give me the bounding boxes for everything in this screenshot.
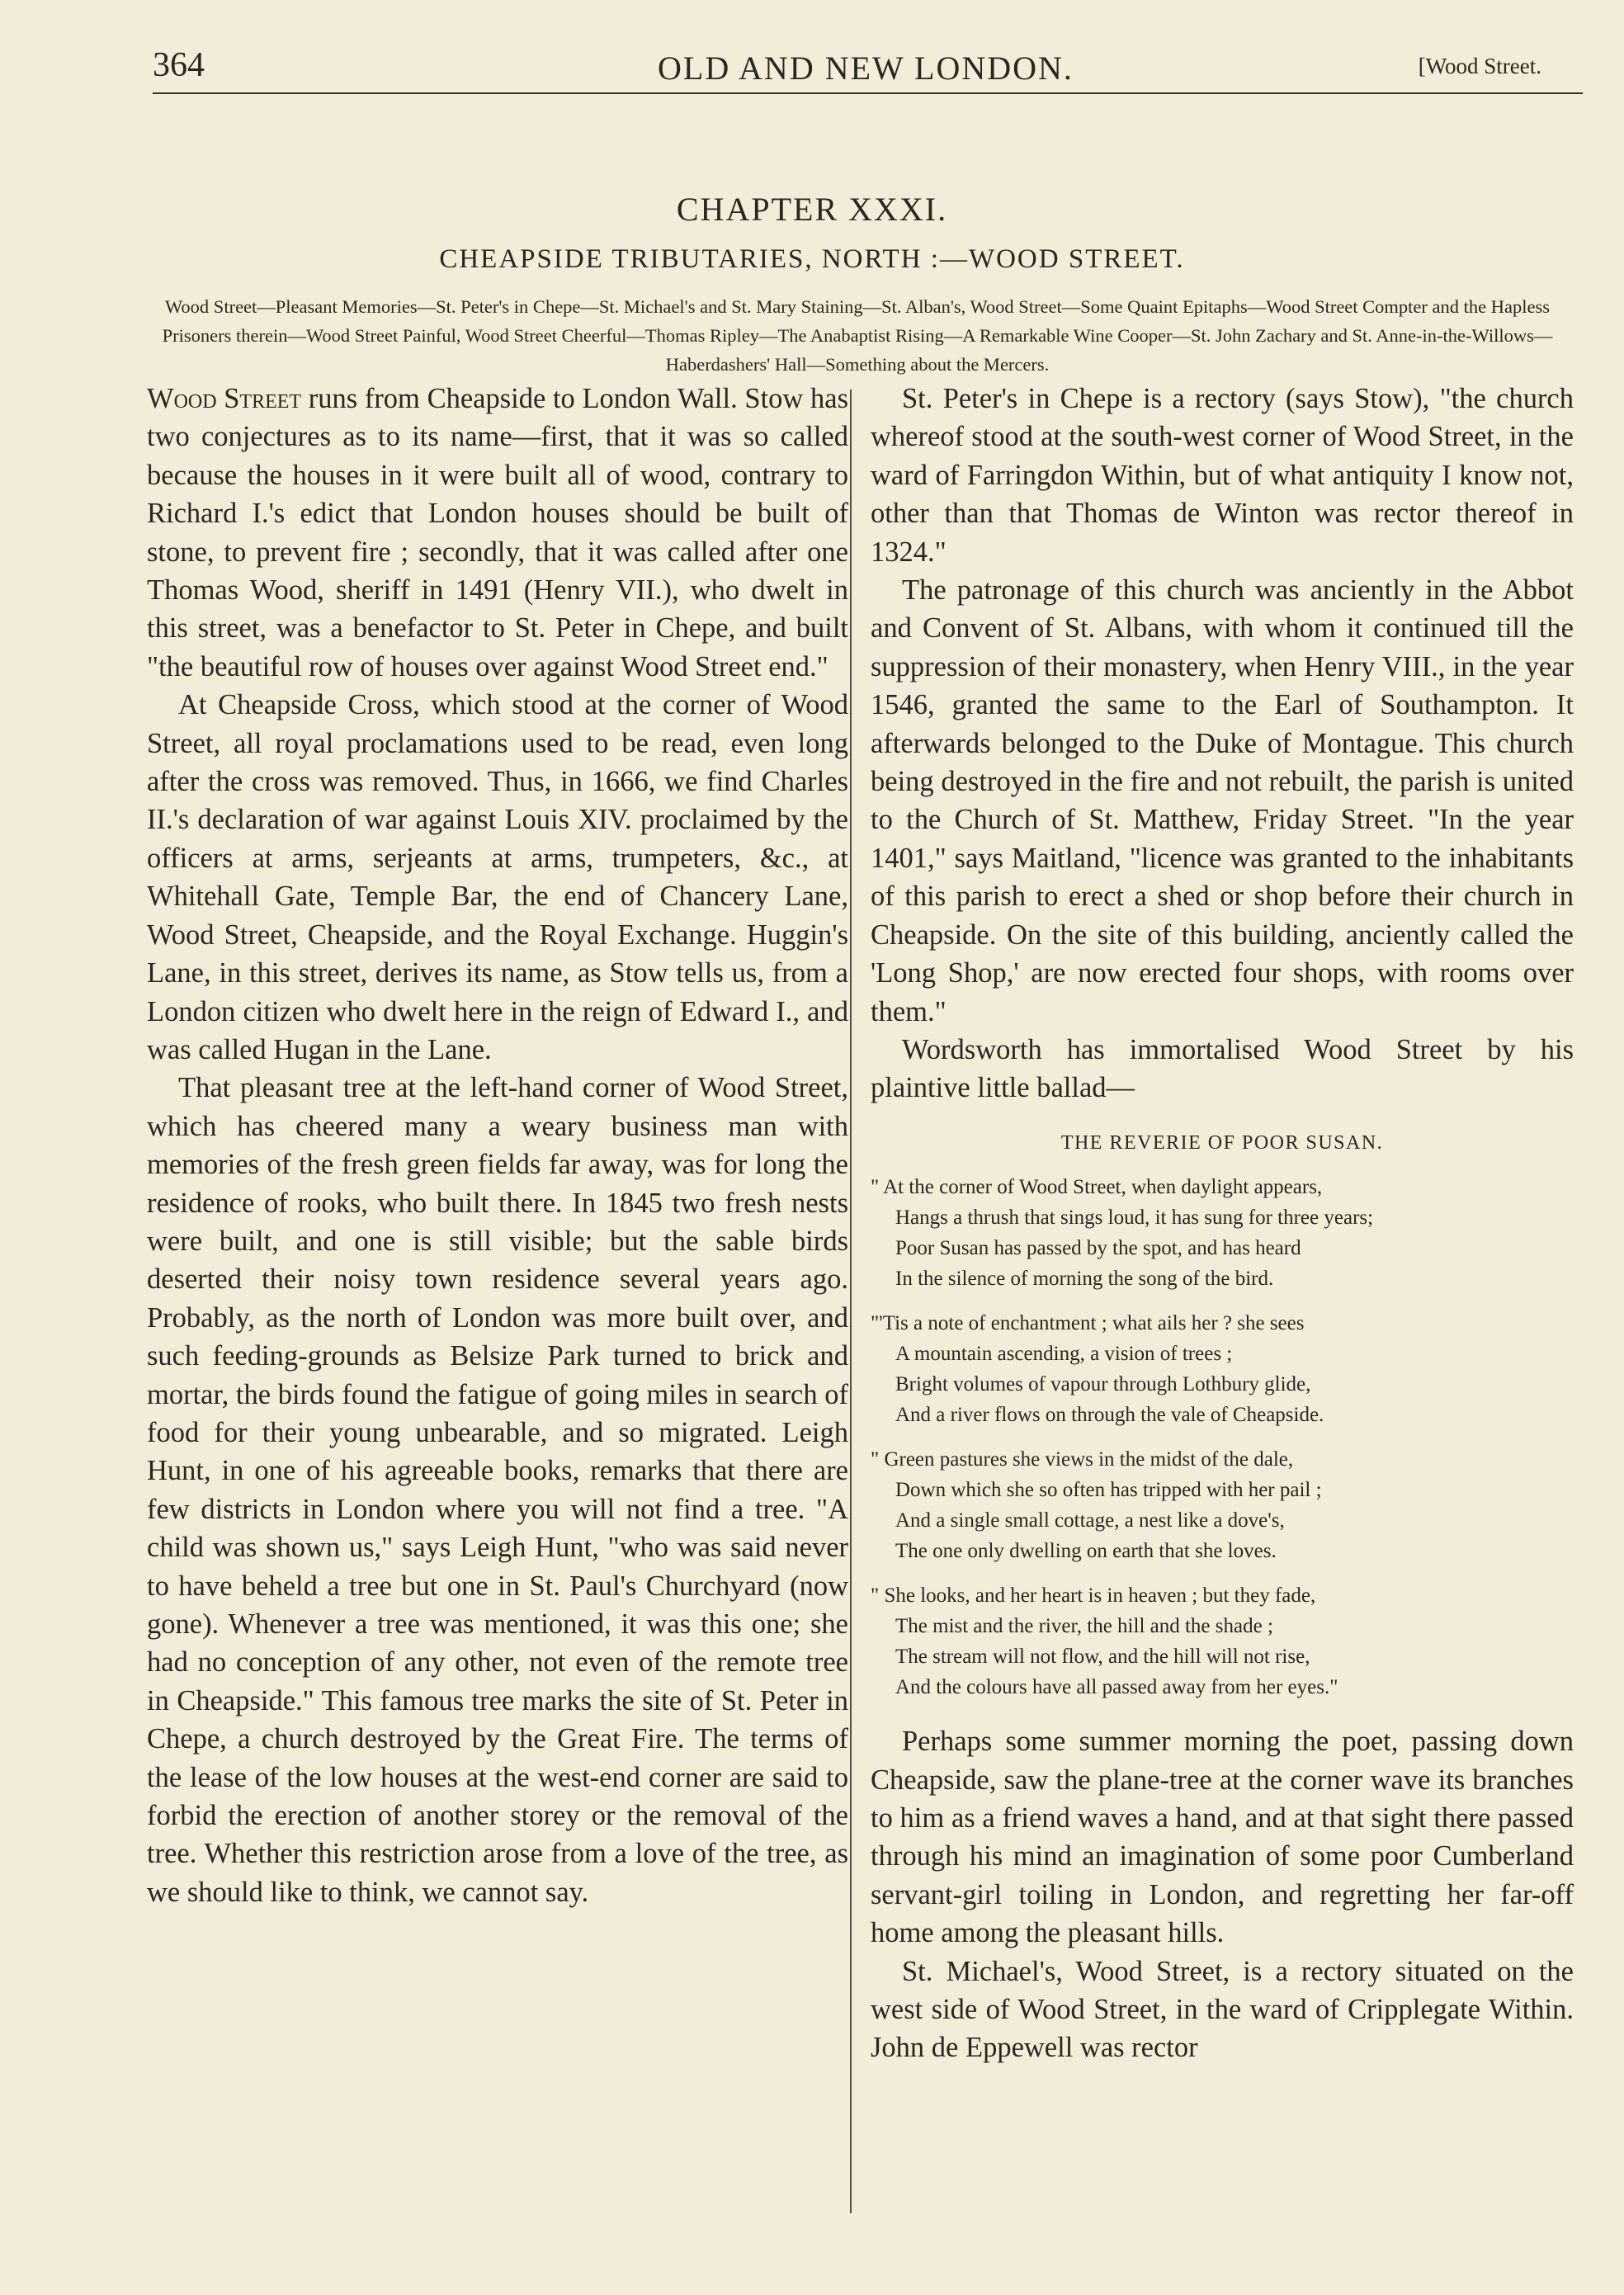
- poem-line: Bright volumes of vapour through Lothbury glide,: [895, 1373, 1311, 1396]
- poem: [871, 1172, 1574, 1702]
- left-column: [147, 380, 848, 1911]
- poem-line: The mist and the river, the hill and the shade ;: [895, 1615, 1273, 1638]
- page-number: 364: [153, 46, 205, 84]
- poem-line: " She looks, and her heart is in heaven ; but they fade,: [871, 1584, 1316, 1608]
- poem-line: Down which she so often has tripped with her pail ;: [895, 1479, 1322, 1502]
- poem-stanza: [871, 1172, 1574, 1294]
- poem-line: " At the corner of Wood Street, when daylight appears,: [871, 1176, 1323, 1199]
- column-rule: [850, 390, 852, 2213]
- poem-stanza: [871, 1308, 1574, 1430]
- paragraph: St. Michael's, Wood Street, is a rectory situated on the west side of Wood Street, in the ward of Cripplegate Within. John de Eppewell was rector: [871, 1955, 1574, 2064]
- running-head: [153, 45, 1579, 95]
- poem-stanza: [871, 1580, 1574, 1702]
- header-rule: [153, 92, 1583, 94]
- poem-line: Poor Susan has passed by the spot, and has heard: [895, 1237, 1301, 1260]
- paragraph-text: runs from Cheapside to London Wall. Stow has two conjectures as to its name—first, that it was so called because the houses in it were built all of wood, contrary to Richard I.'s edict that London houses should be built of stone, to prevent fire ; secondly, that it was called after one Thomas Wood, sheriff in 1491 (Henry VII.), who dwelt in this street, was a benefactor to St. Peter in Chepe, and built "the beautiful row of houses over against Wood Street end.": [147, 383, 848, 682]
- paragraph: The patronage of this church was anciently in the Abbot and Convent of St. Albans, with whom it continued till the suppression of their monastery, when Henry VIII., in the year 1546, granted the same to the Earl of Southampton. It afterwards belonged to the Duke of Montague. This church being destroyed in the fire and not rebuilt, the parish is united to the Church of St. Matthew, Friday Street. "In the year 1401," says Maitland, "licence was granted to the inhabitants of this parish to erect a shed or shop before their church in Cheapside. On the site of this building, anciently called the 'Long Shop,' are now erected four shops, with rooms over them.": [871, 574, 1574, 1027]
- right-column: [871, 380, 1574, 2067]
- poem-stanza: [871, 1444, 1574, 1566]
- poem-line: "'Tis a note of enchantment ; what ails her ? she sees: [871, 1312, 1305, 1335]
- poem-line: And a single small cottage, a nest like a dove's,: [895, 1509, 1285, 1532]
- paragraph: Wordsworth has immortalised Wood Street by his plaintive little ballad—: [871, 1033, 1574, 1104]
- poem-line: In the silence of morning the song of the bird.: [895, 1268, 1274, 1291]
- poem-line: Hangs a thrush that sings loud, it has sung for three years;: [895, 1207, 1374, 1230]
- paragraph: That pleasant tree at the left-hand corner of Wood Street, which has cheered many a weary business man with memories of the fresh green fields far away, was for long the residence of rooks, who built there. In 1845 two fresh nests were built, and one is still visible; but the sable birds deserted their noisy town residence several years ago. Probably, as the north of London was more built over, and such feeding-grounds as Belsize Park turned to brick and mortar, the birds found the fatigue of going miles in search of food for their young unbearable, and so migrated. Leigh Hunt, in one of his agreeable books, remarks that there are few districts in London where you will not find a tree. "A child was shown us," says Leigh Hunt, "who was said never to have beheld a tree but one in St. Paul's Churchyard (now gone). Whenever a tree was mentioned, it was this one; she had no conception of any other, not even of the remote tree in Cheapside." This famous tree marks the site of St. Peter in Chepe, a church destroyed by the Great Fire. The terms of the lease of the low houses at the west-end corner are said to forbid the erection of another storey or the removal of the tree. Whether this restriction arose from a love of the tree, as we should like to think, we cannot say.: [147, 1072, 848, 1908]
- poem-title: THE REVERIE OF POOR SUSAN.: [1060, 1131, 1384, 1154]
- paragraph: St. Peter's in Chepe is a rectory (says Stow), "the church whereof stood at the south-west corner of Wood Street, in the ward of Farringdon Within, but of what antiquity I know not, other than that Thomas de Winton was rector thereof in 1324.": [871, 383, 1574, 568]
- running-section: [Wood Street.: [1418, 54, 1541, 78]
- poem-line: The stream will not flow, and the hill will not rise,: [895, 1646, 1310, 1669]
- paragraph: At Cheapside Cross, which stood at the corner of Wood Street, all royal proclamations used to be read, even long after the cross was removed. Thus, in 1666, we find Charles II.'s declaration of war against Louis XIV. proclaimed by the officers at arms, serjeants at arms, trumpeters, &c., at Whitehall Gate, Temple Bar, the end of Chancery Lane, Wood Street, Cheapside, and the Royal Exchange. Huggin's Lane, in this street, derives its name, as Stow tells us, from a London citizen who dwelt here in the reign of Edward I., and was called Hugan in the Lane.: [147, 689, 848, 1065]
- poem-line: A mountain ascending, a vision of trees ;: [895, 1343, 1233, 1366]
- paragraph: Perhaps some summer morning the poet, passing down Cheapside, saw the plane-tree at the corner wave its branches to him as a friend waves a hand, and at that sight there passed through his mind an imagination of some poor Cumberland servant-girl toiling in London, and regretting her far-off home among the pleasant hills.: [871, 1726, 1574, 1949]
- lead-words: Wood Street: [147, 383, 302, 414]
- running-title: OLD AND NEW LONDON.: [658, 50, 1074, 87]
- chapter-title: CHAPTER XXXI.: [676, 191, 948, 228]
- poem-line: " Green pastures she views in the midst of the dale,: [871, 1448, 1294, 1471]
- poem-line: And the colours have all passed away from her eyes.": [895, 1676, 1338, 1699]
- chapter-synopsis: Wood Street—Pleasant Memories—St. Peter's in Chepe—St. Michael's and St. Mary Staining—St. Alban's, Wood Street—Some Quaint Epitaphs—Wood Street Compter and the Hapless Prisoners therein—Wood Street Painful, Wood Street Cheerful—Thomas Ripley—The Anabaptist Rising—A Remarkable Wine Cooper—St. John Zachary and St. Anne-in-the-Willows—Haberdashers' Hall—Something about the Mercers.: [162, 296, 1553, 375]
- chapter-subtitle: CHEAPSIDE TRIBUTARIES, NORTH :—WOOD STREET.: [439, 244, 1185, 274]
- poem-line: And a river flows on through the vale of Cheapside.: [895, 1404, 1324, 1427]
- paragraph: [147, 380, 848, 686]
- poem-line: The one only dwelling on earth that she loves.: [895, 1540, 1277, 1563]
